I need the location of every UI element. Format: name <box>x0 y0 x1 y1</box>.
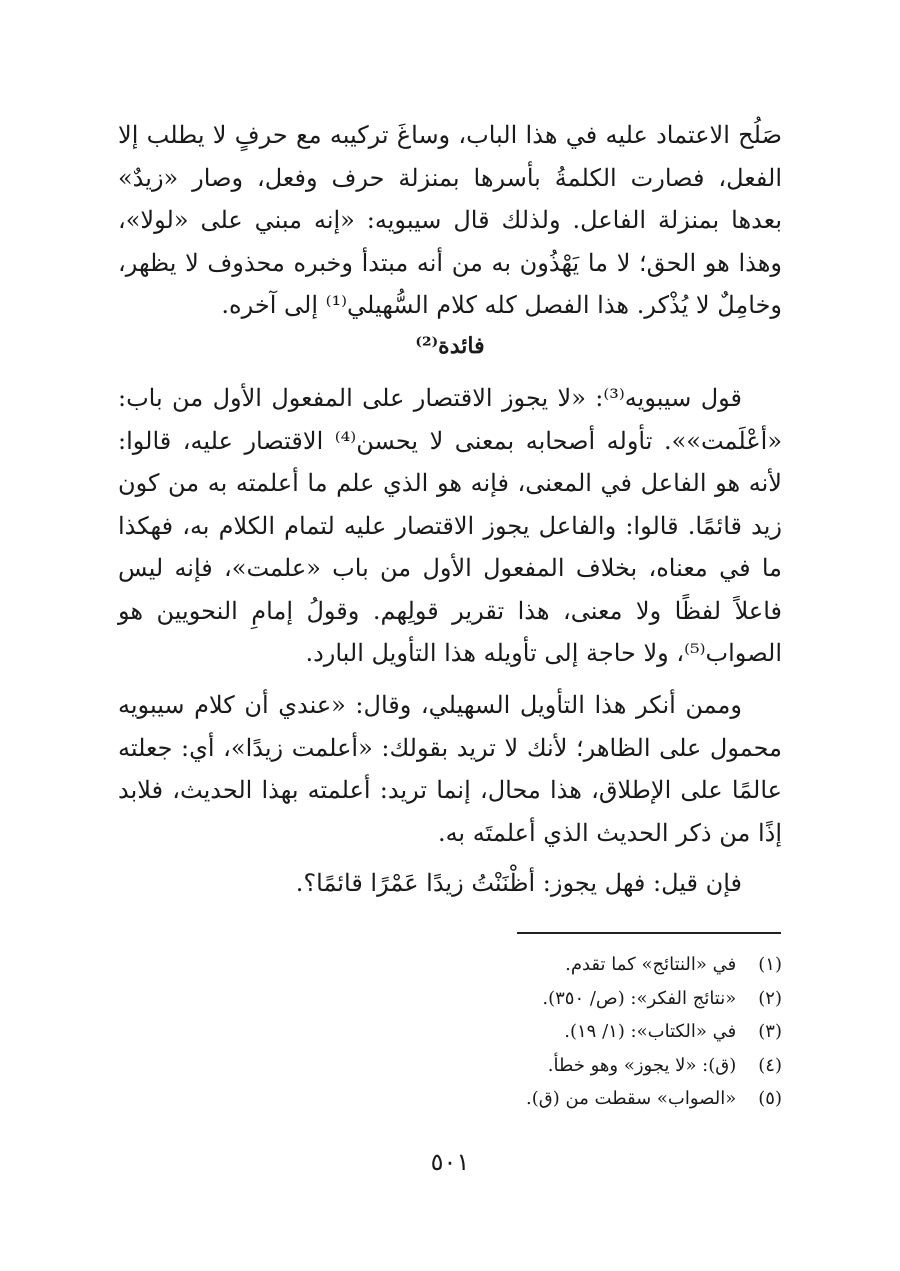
footnote-item <box>118 948 782 982</box>
footnote-number: (٥) <box>758 1088 782 1109</box>
footnote-item <box>118 982 782 1016</box>
paragraph-text: فإن قيل: فهل يجوز: أظْنَنْتُ زيدًا عَمْرًا قائمًا؟. <box>295 869 742 897</box>
footnote-item <box>118 1082 782 1116</box>
footnote-number: (٢) <box>758 987 782 1009</box>
section-heading: فائدة⁽²⁾ <box>415 333 485 359</box>
footnote-number: (٣) <box>758 1021 782 1042</box>
body-paragraph <box>118 862 782 905</box>
footnote-number: (٤) <box>758 1054 782 1076</box>
footnote-text: «نتائج الفكر»: (ص/ ٣٥٠). <box>542 987 737 1009</box>
footnote-text: في «النتائج» كما تقدم. <box>565 954 737 975</box>
body-paragraph <box>118 684 782 854</box>
paragraph-text: صَلُح الاعتماد عليه في هذا الباب، وساغَ تركيبه مع حرفٍ لا يطلب إلا الفعل، فصارت الكلمةُ بأسرها بمنزلة حرف وفعل، وصار «زيدٌ» بعدها بمنزلة الفاعل. ولذلك قال سيبويه: «إنه مبني على «لولا»، وهذا هو الحق؛ لا ما يَهْذُون به من أنه مبتدأ وخبره محذوف لا يظهر، وخامِلٌ لا يُذْكر. هذا الفصل كله كلام السُّهيلي⁽¹⁾ إلى آخره. <box>118 121 782 319</box>
footnote-number: (١) <box>758 954 782 975</box>
footnote-text: في «الكتاب»: (١/ ١٩). <box>564 1021 737 1042</box>
footnotes <box>118 948 782 1116</box>
footnote-item <box>118 1049 782 1083</box>
paragraph-text: وممن أنكر هذا التأويل السهيلي، وقال: «عندي أن كلام سيبويه محمول على الظاهر؛ لأنك لا تريد بقولك: «أعلمت زيدًا»، أي: جعلته عالمًا على الإطلاق، هذا محال، إنما تريد: أعلمته بهذا الحديث، فلابد إذًا من ذكر الحديث الذي أعلمتَه به. <box>118 691 782 847</box>
body-paragraph <box>118 377 782 675</box>
footnote-separator <box>517 932 781 934</box>
page-number: ٥٠١ <box>430 1148 470 1176</box>
footnote-item <box>118 1015 782 1049</box>
body-paragraph <box>118 114 782 327</box>
footnote-text: «الصواب» سقطت من (ق). <box>526 1088 737 1109</box>
paragraph-text: قول سيبويه⁽³⁾: «لا يجوز الاقتصار على المفعول الأول من باب: «أعْلَمت»». تأوله أصحابه بمعنى لا يحسن⁽⁴⁾ الاقتصار عليه، قالوا: لأنه هو الفاعل في المعنى، فإنه هو الذي علم ما أعلمته به من كون زيد قائمًا. قالوا: والفاعل يجوز الاقتصار عليه لتمام الكلام به، فهكذا ما في معناه، بخلاف المفعول الأول من باب «علمت»، فإنه ليس فاعلاً لفظًا ولا معنى، هذا تقرير قولِهم. وقولُ إمامِ النحويين هو الصواب⁽⁵⁾، ولا حاجة إلى تأويله هذا التأويل البارد. <box>118 384 783 667</box>
footnote-text: (ق): «لا يجوز» وهو خطأ. <box>547 1054 737 1076</box>
